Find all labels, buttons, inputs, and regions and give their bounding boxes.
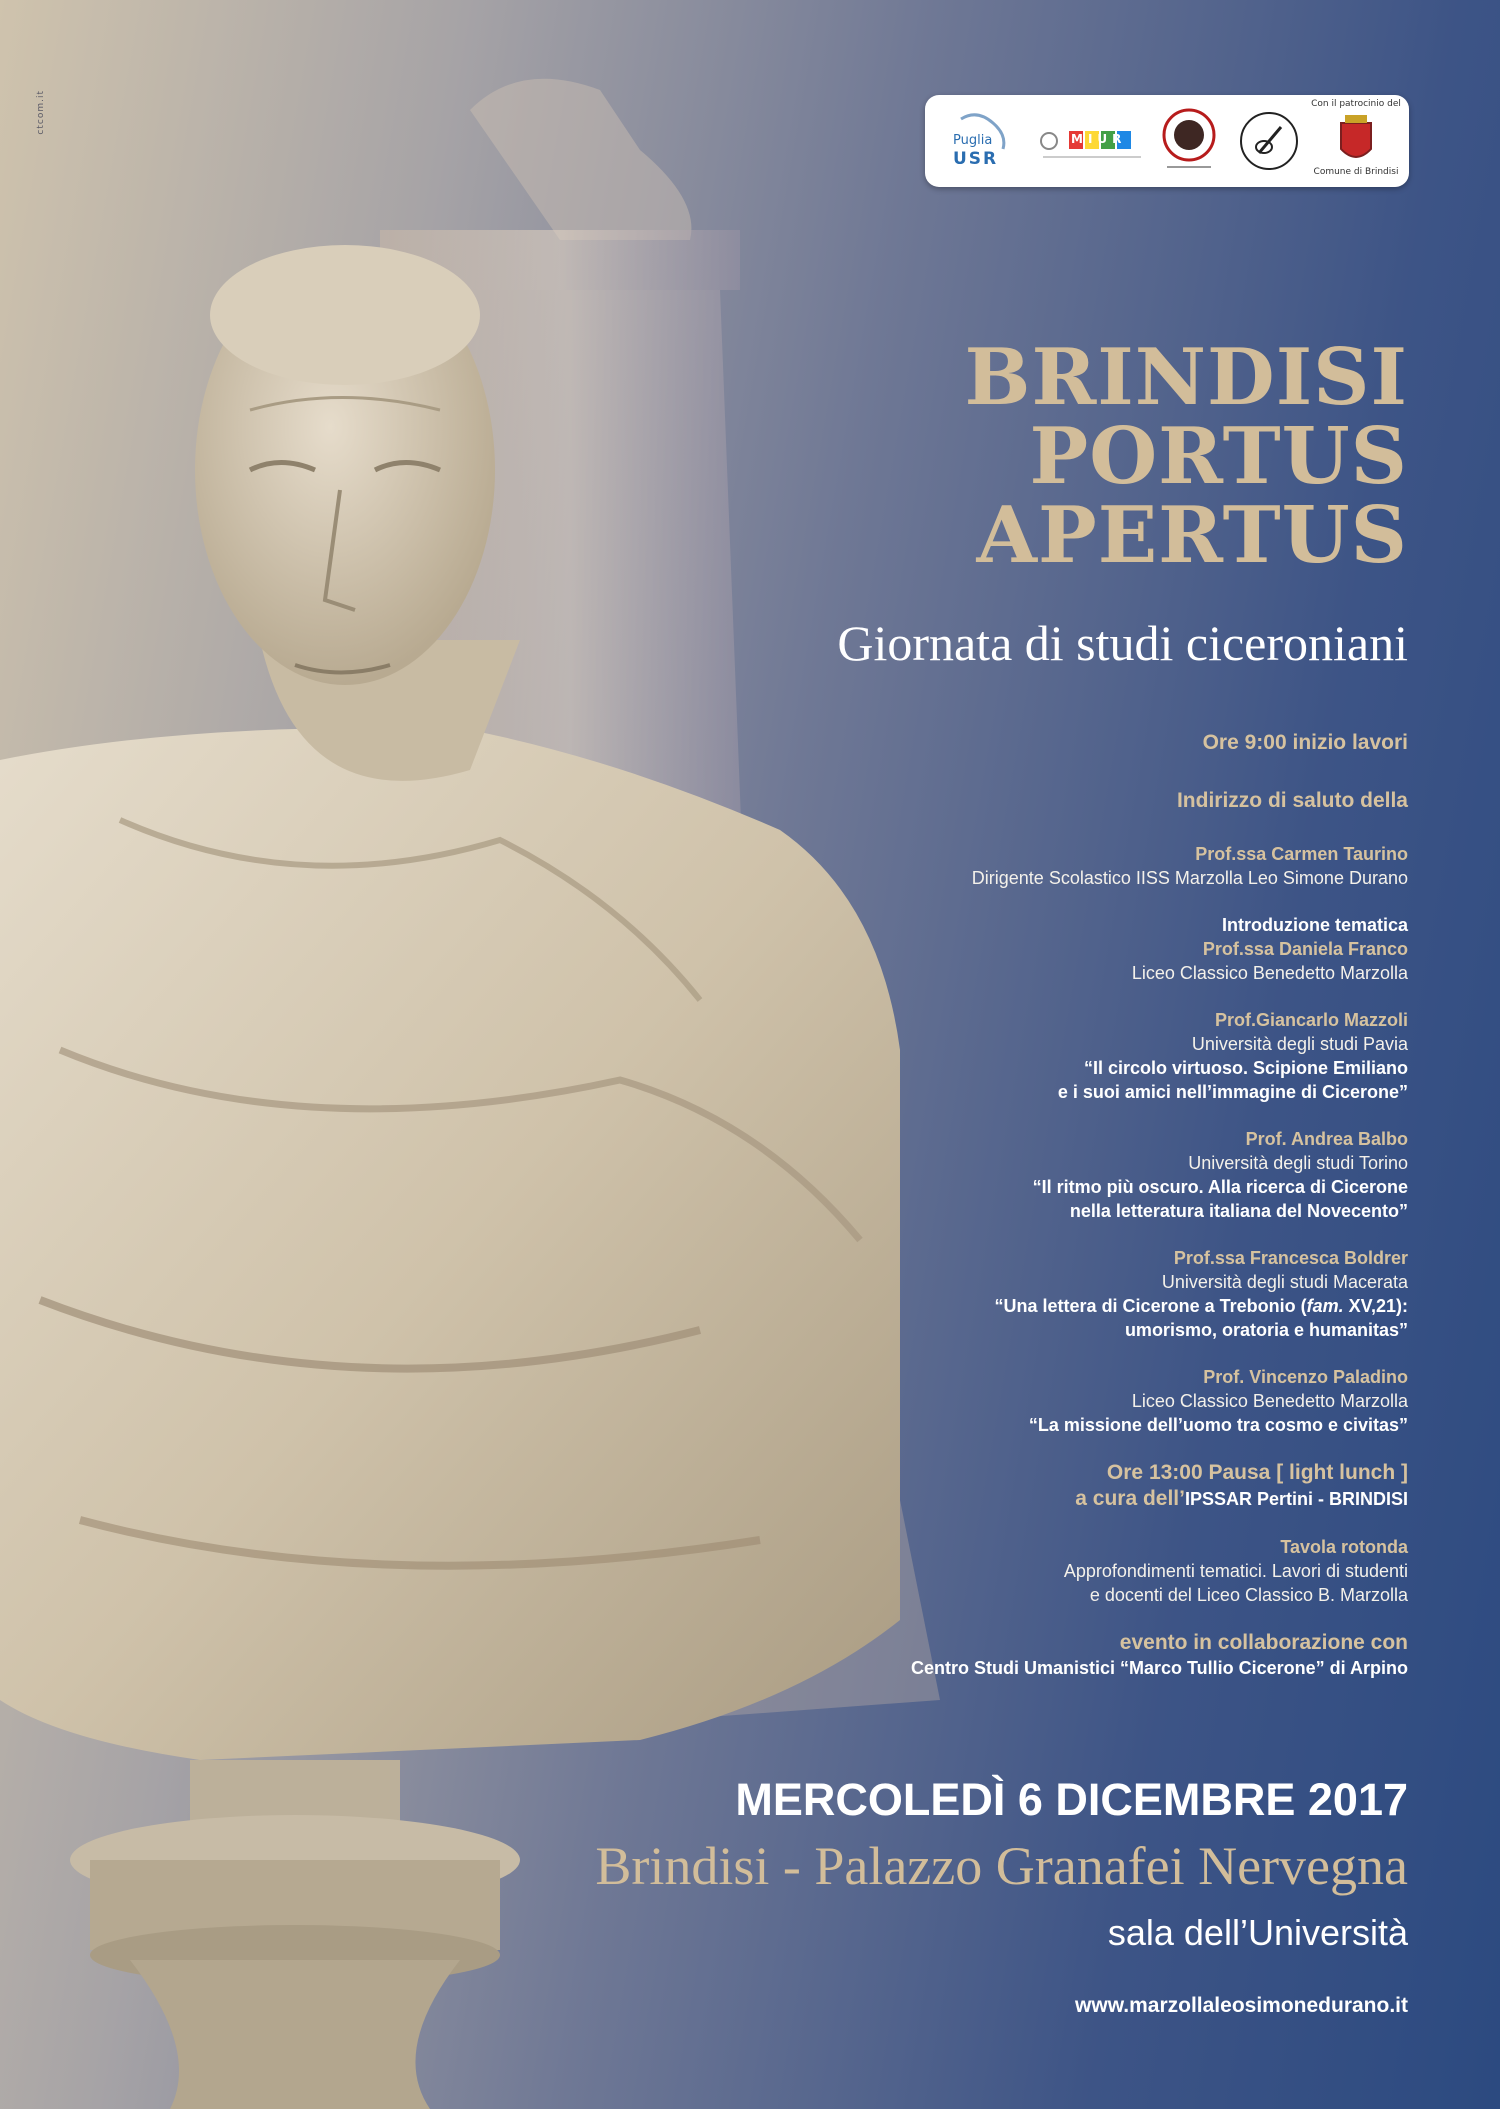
program-collaboration: evento in collaborazione con Centro Studi Umanistici “Marco Tullio Cicerone” di Arpino [910, 1631, 1408, 1678]
title-line-3: APERTUS [976, 490, 1408, 581]
program-schedule [768, 730, 1408, 1703]
program-start: Ore 9:00 inizio lavori [1202, 731, 1408, 754]
miur-logo: MIUR [1037, 105, 1147, 177]
puglia-usr-logo: Puglia USR [947, 105, 1019, 177]
bust-pedestal [70, 1760, 520, 2109]
bust-head [195, 245, 520, 781]
event-title [964, 332, 1408, 581]
centro-studi-logo [1157, 105, 1221, 177]
program-lunch: Ore 13:00 Pausa [ light lunch ] a cura dell’IPSSAR Pertini - BRINDISI [1075, 1461, 1408, 1510]
event-venue: Brindisi - Palazzo Granafei Nervegna [595, 1836, 1408, 1896]
event-date: MERCOLEDÌ 6 DICEMBRE 2017 [735, 1774, 1408, 1825]
program-mazzoli: Prof.Giancarlo Mazzoli Università degli studi Pavia “Il circolo virtuoso. Scipione Emiliano e i suoi amici nell’immagine di Cicerone” [1057, 1010, 1408, 1102]
event-subtitle: Giornata di studi ciceroniani [837, 615, 1408, 671]
program-boldrer: Prof.ssa Francesca Boldrer Università degli studi Macerata “Una lettera di Cicerone a Trebonio (fam. XV,21): umorismo, oratoria e humanitas” [994, 1248, 1408, 1340]
website-link[interactable]: www.marzollaleosimonedurano.it [1075, 1994, 1408, 2017]
program-greeting: Indirizzo di saluto della [1176, 789, 1408, 812]
program-intro: Introduzione tematica Prof.ssa Daniela Franco Liceo Classico Benedetto Marzolla [1131, 915, 1408, 983]
program-balbo: Prof. Andrea Balbo Università degli studi Torino “Il ritmo più oscuro. Alla ricerca di Cicerone nella letteratura italiana del Novecento” [1032, 1129, 1408, 1221]
program-tavola: Tavola rotonda Approfondimenti tematici. Lavori di studenti e docenti del Liceo Classico B. Marzolla [1063, 1537, 1408, 1605]
violin-logo [1237, 105, 1301, 177]
program-taurino: Prof.ssa Carmen Taurino Dirigente Scolastico IISS Marzolla Leo Simone Durano [971, 844, 1408, 888]
title-line-1: BRINDISI [964, 332, 1408, 423]
bust-torso [0, 728, 900, 1760]
credit-text: ctcom.it [36, 90, 46, 135]
program-paladino: Prof. Vincenzo Paladino Liceo Classico Benedetto Marzolla “La missione dell’uomo tra cosmo e civitas” [1028, 1367, 1408, 1435]
title-line-2: PORTUS [1029, 411, 1408, 502]
event-hall: sala dell’Università [1107, 1912, 1408, 1953]
sponsor-logo-bar [925, 95, 1409, 187]
comune-brindisi-logo: Con il patrocinio del Comune di Brindisi [1311, 99, 1401, 177]
